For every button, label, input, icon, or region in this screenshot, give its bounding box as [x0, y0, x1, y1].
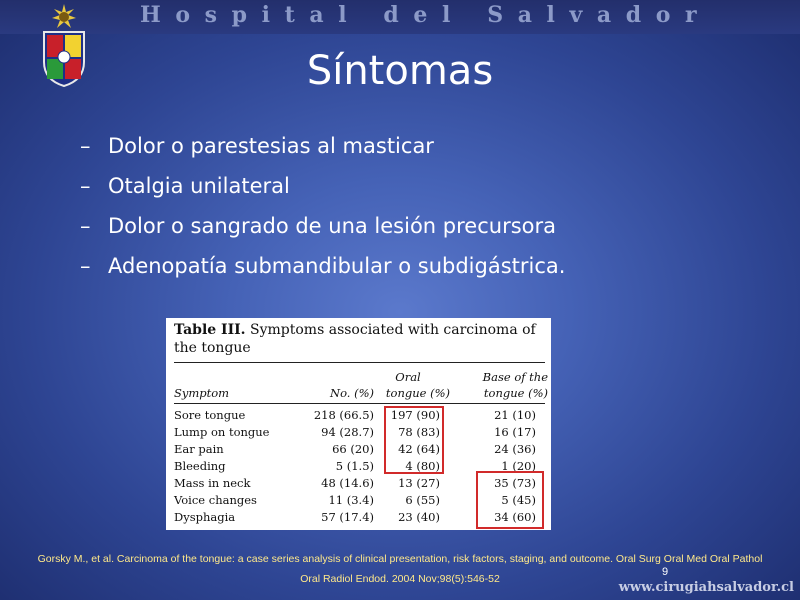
cell-oral: 4 (80) — [405, 459, 440, 473]
website-url: www.cirugiahsalvador.cl — [618, 580, 794, 595]
cell-no: 57 (17.4) — [321, 510, 374, 524]
cell-oral: 13 (27) — [398, 476, 440, 490]
cell-oral: 78 (83) — [398, 425, 440, 439]
bullet-dash: – — [80, 214, 91, 238]
page-number: 9 — [662, 566, 669, 578]
highlight-box-oral — [384, 406, 444, 474]
col-header-symptom: Symptom — [174, 386, 230, 400]
cell-base: 21 (10) — [494, 408, 536, 422]
cell-no: 48 (14.6) — [321, 476, 374, 490]
table-caption — [174, 321, 546, 357]
hospital-name: Hospital del Salvador — [140, 2, 712, 28]
bullet-dash: – — [80, 254, 91, 278]
col-header-no: No. (%) — [330, 386, 374, 400]
cell-oral: 6 (55) — [405, 493, 440, 507]
cell-symptom: Bleeding — [174, 459, 226, 473]
bullet-dash: – — [80, 134, 91, 158]
cell-base: 1 (20) — [501, 459, 536, 473]
cell-base: 5 (45) — [501, 493, 536, 507]
bullet-text: Dolor o parestesias al masticar — [108, 134, 434, 158]
cell-oral: 23 (40) — [398, 510, 440, 524]
cell-no: 218 (66.5) — [313, 408, 374, 422]
cell-symptom: Voice changes — [174, 493, 257, 507]
symptom-bullet-list — [80, 128, 565, 288]
bullet-item — [80, 128, 565, 168]
bullet-item — [80, 208, 565, 248]
table-caption-text: Symptoms associated with carcinoma of the tongue — [174, 322, 536, 356]
col-header-base-bottom: tongue (%) — [483, 386, 548, 400]
bullet-item — [80, 248, 565, 288]
table-top-rule — [174, 362, 545, 363]
slide-title: Síntomas — [306, 48, 494, 94]
cell-symptom: Sore tongue — [174, 408, 246, 422]
bullet-item — [80, 168, 565, 208]
citation-line-2: Oral Radiol Endod. 2004 Nov;98(5):546-52 — [300, 573, 500, 585]
col-header-base-top: Base of the — [482, 370, 548, 384]
table-header-rule — [174, 403, 545, 404]
cell-no: 11 (3.4) — [328, 493, 374, 507]
bullet-dash: – — [80, 174, 91, 198]
cell-base: 34 (60) — [494, 510, 536, 524]
cell-symptom: Dysphagia — [174, 510, 236, 524]
cell-symptom: Mass in neck — [174, 476, 251, 490]
bullet-text: Otalgia unilateral — [108, 174, 290, 198]
cell-symptom: Ear pain — [174, 442, 224, 456]
cell-oral: 197 (90) — [390, 408, 440, 422]
citation-line-1: Gorsky M., et al. Carcinoma of the tongue: a case series analysis of clinical presentation, risk factors, staging, and outcome. Oral Surg Oral Med Oral Pathol — [37, 553, 763, 565]
cell-no: 5 (1.5) — [335, 459, 374, 473]
cell-base: 24 (36) — [494, 442, 536, 456]
col-header-oral-top: Oral — [395, 370, 421, 384]
cell-symptom: Lump on tongue — [174, 425, 270, 439]
cell-base: 35 (73) — [494, 476, 536, 490]
cell-oral: 42 (64) — [398, 442, 440, 456]
bullet-text: Dolor o sangrado de una lesión precursora — [108, 214, 556, 238]
cell-base: 16 (17) — [494, 425, 536, 439]
highlight-box-base — [476, 471, 544, 529]
table-label: Table III. — [174, 322, 246, 338]
cell-no: 66 (20) — [332, 442, 374, 456]
cell-no: 94 (28.7) — [321, 425, 374, 439]
col-header-oral-bottom: tongue (%) — [385, 386, 450, 400]
bullet-text: Adenopatía submandibular o subdigástrica. — [108, 254, 566, 278]
symptoms-table-image — [166, 318, 551, 530]
